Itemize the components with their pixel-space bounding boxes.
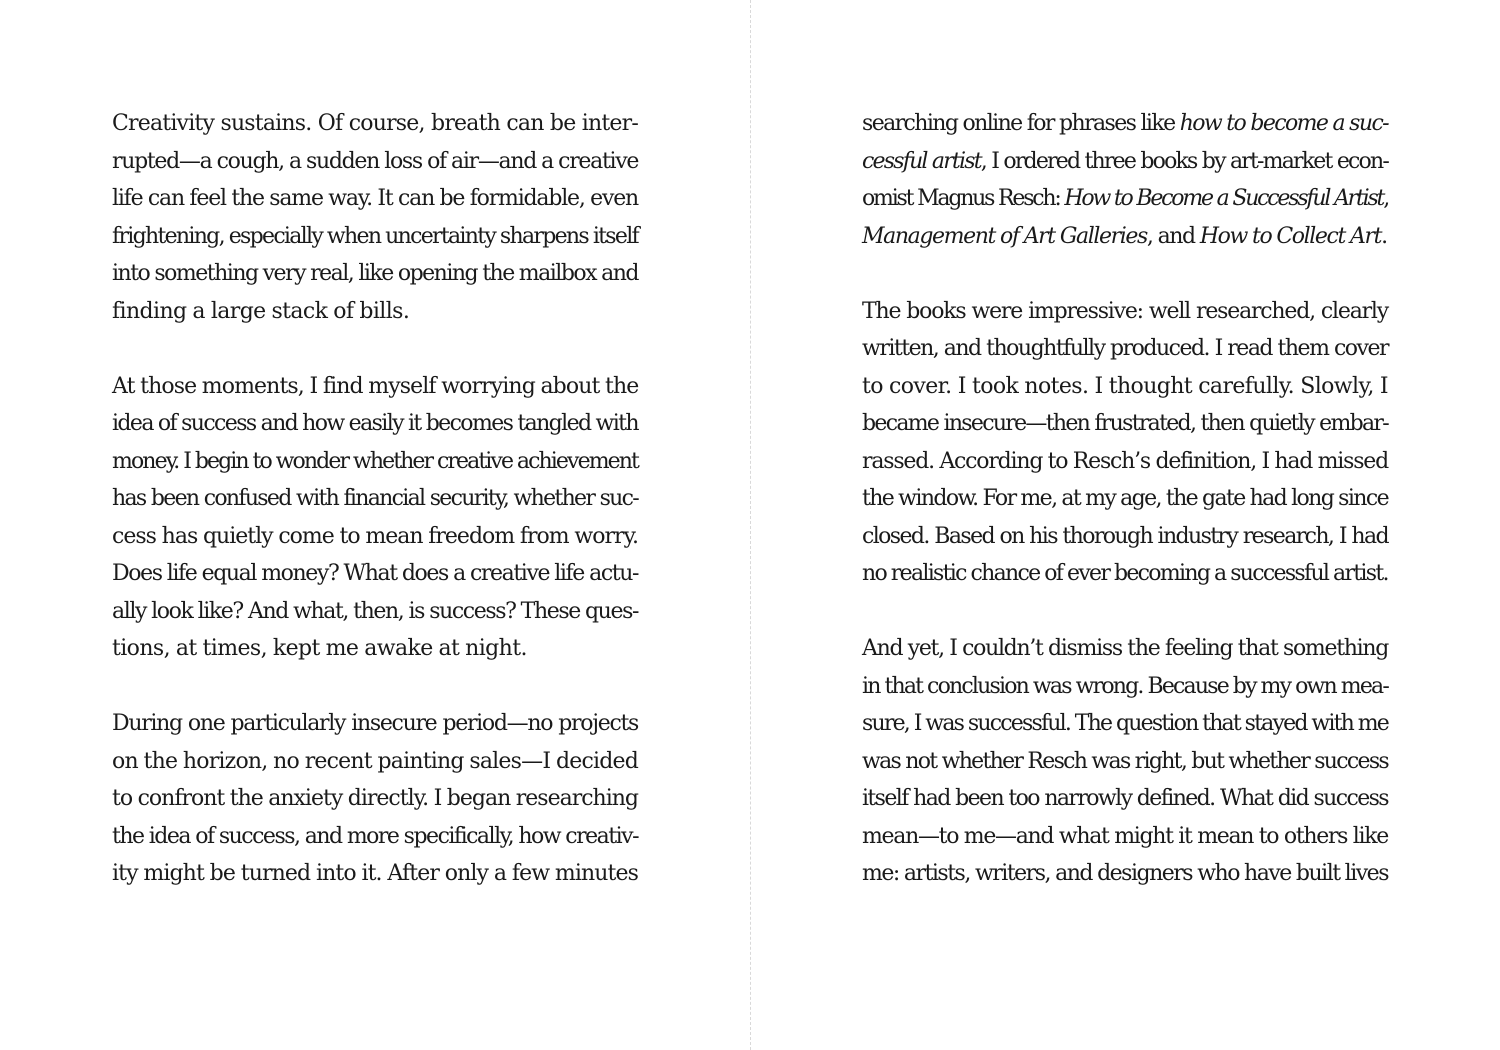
book-title: How to Collect Art — [1199, 223, 1382, 249]
text-run: , — [1383, 186, 1388, 211]
left-paragraph-2 — [112, 368, 638, 668]
text-line: mean—to me—and what might it mean to others like — [862, 823, 1388, 849]
left-paragraph-3 — [112, 705, 638, 893]
text-line: to confront the anxiety directly. I began researching — [112, 786, 639, 811]
text-run: . — [1381, 223, 1387, 249]
text-line: closed. Based on his thorough industry research, I had — [862, 523, 1388, 549]
text-line: into something very real, like opening the mailbox and — [112, 261, 638, 286]
text-line: was not whether Resch was right, but whether success — [862, 748, 1388, 774]
text-line: the window. For me, at my age, the gate had long since — [862, 486, 1388, 511]
text-line: The books were impressive: well researched, clearly — [862, 298, 1388, 324]
text-line: has been confused with financial security, whether suc- — [112, 486, 638, 511]
right-paragraph-1 — [862, 105, 1388, 255]
text-line: Does life equal money? What does a creative life actu- — [112, 561, 638, 586]
text-line: on the horizon, no recent painting sales—I decided — [112, 748, 638, 774]
text-line: cess has quietly come to mean freedom from worry. — [112, 523, 638, 549]
text-line: tions, at times, kept me awake at night. — [112, 636, 527, 661]
text-line: rassed. According to Resch’s definition, I had missed — [862, 448, 1388, 474]
text-run: , I ordered three books by art-market econ- — [980, 148, 1389, 174]
text-line: sure, I was successful. The question that stayed with me — [862, 711, 1388, 736]
text-line: life can feel the same way. It can be formidable, even — [112, 186, 638, 211]
italic-phrase: how to become a suc- — [1179, 111, 1388, 136]
paragraph-break — [112, 668, 638, 706]
text-line: Creativity sustains. Of course, breath can be inter- — [112, 111, 638, 136]
right-paragraph-3 — [862, 630, 1388, 893]
text-line: rupted—a cough, a sudden loss of air—and a creative — [112, 148, 639, 174]
text-line: no realistic chance of ever becoming a successful artist. — [862, 561, 1388, 586]
text-line: to cover. I took notes. I thought carefully. Slowly, I — [862, 373, 1388, 399]
text-line: in that conclusion was wrong. Because by my own mea- — [862, 673, 1388, 699]
book-title: Management of Art Galleries — [862, 223, 1147, 249]
book-title: How to Become a Successful Artist — [1064, 186, 1384, 211]
left-page — [112, 105, 638, 893]
text-line: me: artists, writers, and designers who have built lives — [862, 861, 1388, 886]
right-paragraph-2 — [862, 293, 1388, 593]
text-line: And yet, I couldn’t dismiss the feeling that something — [862, 636, 1388, 661]
text-run: searching online for phrases like — [862, 111, 1180, 136]
right-page — [862, 105, 1388, 893]
text-line: money. I begin to wonder whether creative achievement — [112, 448, 638, 474]
text-line: idea of success and how easily it becomes tangled with — [112, 411, 638, 436]
paragraph-break — [112, 330, 638, 368]
text-line: frightening, especially when uncertainty sharpens itself — [112, 223, 638, 249]
text-run: omist Magnus Resch: — [862, 186, 1065, 211]
text-line — [862, 105, 1388, 143]
left-paragraph-1 — [112, 105, 638, 330]
text-line: became insecure—then frustrated, then quietly embar- — [862, 411, 1388, 436]
italic-phrase: cessful artist — [862, 148, 981, 174]
text-line — [862, 143, 1388, 181]
page-gutter — [750, 0, 751, 1050]
text-line: the idea of success, and more specifically, how creativ- — [112, 823, 638, 849]
text-line — [862, 180, 1388, 218]
text-line: written, and thoughtfully produced. I read them cover — [862, 336, 1388, 361]
text-run: , and — [1146, 223, 1200, 249]
paragraph-break — [862, 255, 1388, 293]
text-line: At those moments, I find myself worrying about the — [112, 373, 639, 399]
paragraph-break — [862, 593, 1388, 631]
text-line: ity might be turned into it. After only a few minutes — [112, 861, 638, 886]
text-line: finding a large stack of bills. — [112, 298, 410, 324]
text-line: itself had been too narrowly defined. What did success — [862, 786, 1388, 811]
text-line: ally look like? And what, then, is success? These ques- — [112, 598, 638, 624]
text-line — [862, 218, 1388, 256]
text-line: During one particularly insecure period—no projects — [112, 711, 638, 736]
